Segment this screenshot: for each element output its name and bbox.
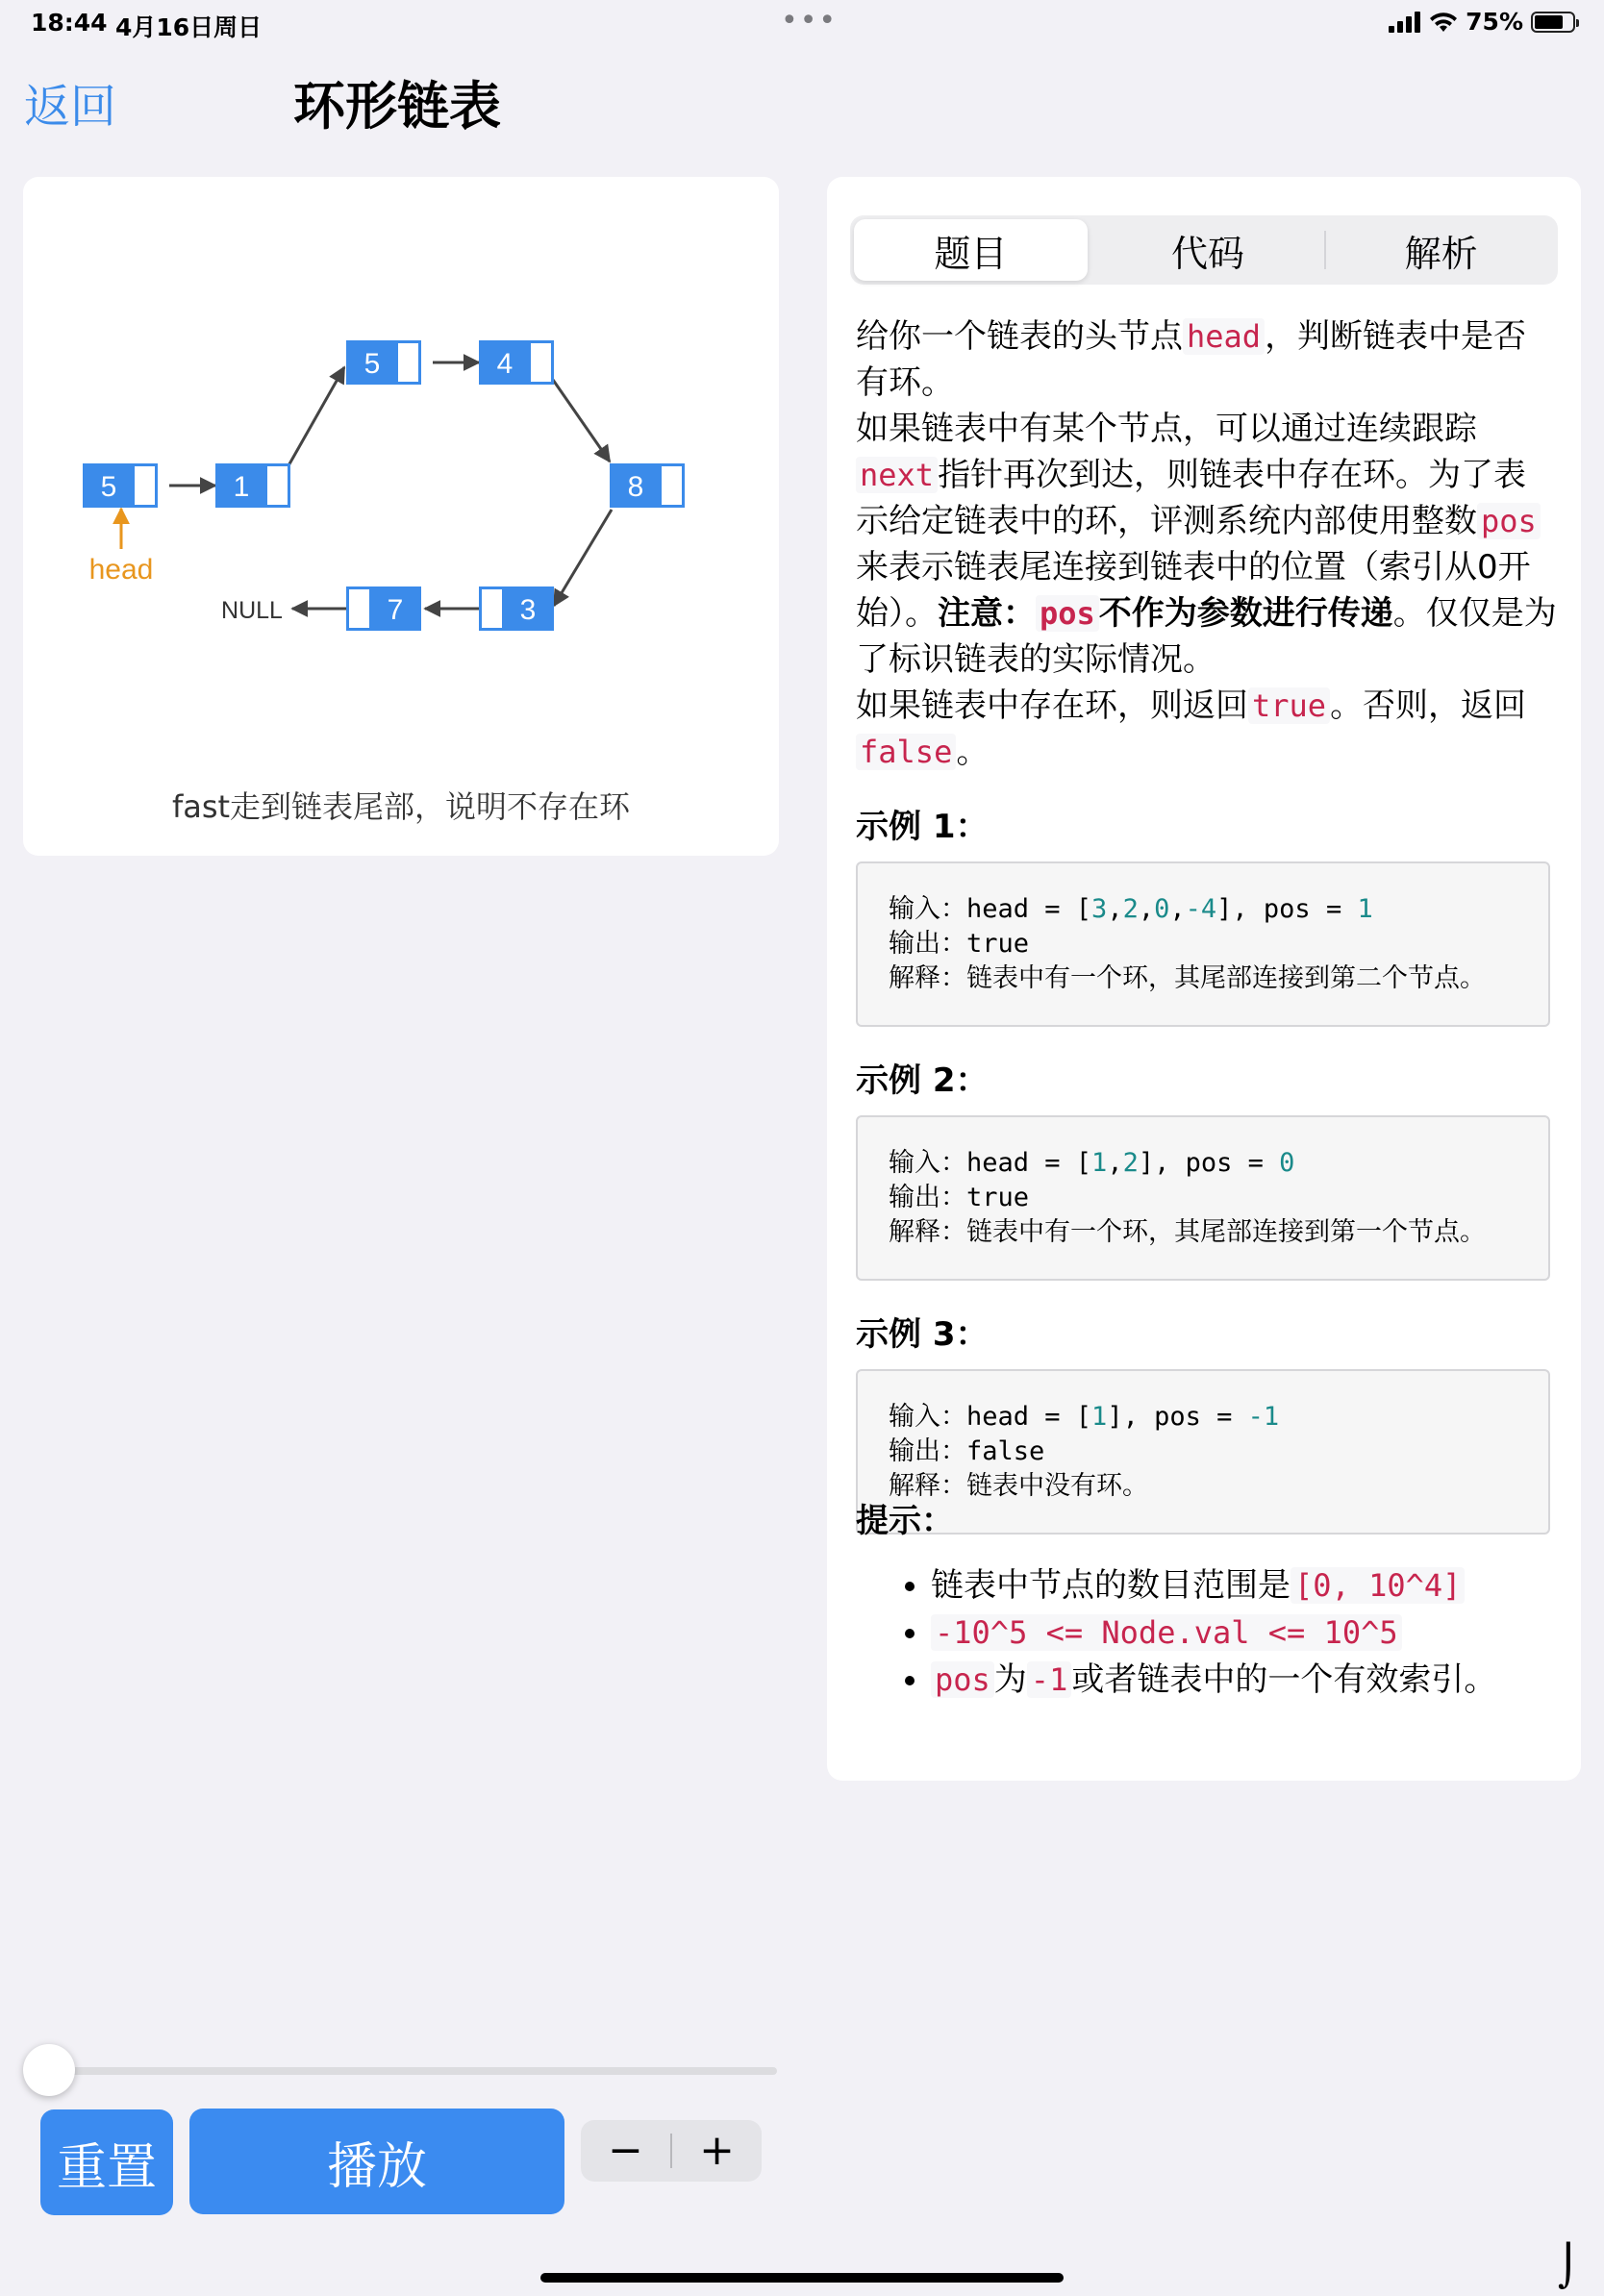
example-input: 输入：head = [3,2,0,-4], pos = 1 [889, 894, 1373, 924]
linked-list-diagram [23, 177, 779, 754]
list-item [931, 1562, 1558, 1610]
note-text: 不作为参数进行传递 [1098, 594, 1393, 633]
number: 2 [1122, 1148, 1139, 1178]
example-explain [889, 961, 1517, 996]
decrement-button[interactable]: − [608, 2126, 643, 2175]
label: 解释： [889, 963, 966, 993]
tab-problem[interactable] [854, 219, 1088, 281]
text: 链表中有一个环，其尾部连接到第二个节点。 [966, 963, 1486, 993]
label: 输入： [889, 1402, 966, 1432]
text: ], pos = [1138, 1148, 1280, 1178]
text: 。 [956, 733, 990, 771]
label: 输出： [889, 1436, 966, 1466]
label: 解释： [889, 1471, 966, 1501]
head-label: head [88, 554, 154, 586]
example-explain [889, 1215, 1517, 1250]
speed-stepper [581, 2120, 762, 2182]
battery-icon [1531, 12, 1575, 33]
text: true [966, 929, 1030, 959]
inline-code: [0, 10^4] [1291, 1567, 1465, 1604]
inline-code: next [856, 457, 938, 493]
page-title: 环形链表 [293, 76, 501, 137]
text: 来表示链表尾连接到链表中的位置（索引从0开始）。 [856, 548, 1531, 633]
number: 0 [1154, 894, 1170, 924]
node-value: 7 [387, 594, 404, 626]
inline-code: pos [931, 1661, 994, 1698]
text: ], pos = [1216, 894, 1358, 924]
example-output [889, 1435, 1517, 1469]
tips-list [856, 1562, 1558, 1704]
text: 链表中有一个环，其尾部连接到第一个节点。 [966, 1217, 1486, 1247]
visualization-card [23, 177, 779, 856]
paragraph [856, 406, 1558, 683]
example-output [889, 927, 1517, 961]
node-value: 4 [496, 348, 514, 380]
inline-code: pos [1036, 595, 1099, 632]
paragraph [856, 313, 1558, 406]
tab-label: 代码 [1171, 232, 1245, 275]
text: 为 [993, 1660, 1027, 1699]
tab-label: 题目 [934, 232, 1008, 275]
text: true [966, 1183, 1030, 1212]
label: 输出： [889, 1183, 966, 1212]
list-node [83, 463, 158, 508]
wifi-icon [1429, 12, 1458, 33]
battery-percent: 75% [1466, 8, 1523, 36]
multitasking-dots-icon[interactable]: ••• [781, 4, 839, 37]
text: 指针再次到达，则链表中存在环。为了表示给定链表中的环，评测系统内部使用整数 [856, 456, 1527, 540]
example-input [889, 1400, 1517, 1435]
arrow-8-to-3 [554, 510, 612, 606]
number: 0 [1279, 1148, 1295, 1178]
text: ], pos = [1107, 1402, 1248, 1432]
inline-code: -10^5 <= Node.val <= 10^5 [931, 1614, 1402, 1651]
diagram-caption: fast走到链表尾部，说明不存在环 [171, 788, 631, 825]
tab-code[interactable] [1091, 215, 1325, 285]
label: 输出： [889, 929, 966, 959]
text: 或者链表中的一个有效索引。 [1071, 1660, 1497, 1699]
example-box [856, 1115, 1550, 1281]
example-input: 输入：head = [1,2], pos = 0 [889, 1148, 1295, 1178]
play-button[interactable]: 播放 [189, 2109, 564, 2214]
text: 。仅仅是为了标识链表的实际情况。 [856, 594, 1557, 679]
list-node [479, 586, 554, 631]
inline-code: true [1248, 687, 1330, 724]
text: 链表中没有环。 [966, 1471, 1148, 1501]
progress-slider-track[interactable] [48, 2067, 777, 2075]
text: 。否则，返回 [1330, 686, 1527, 725]
example-output [889, 1181, 1517, 1215]
reset-button[interactable]: 重置 [40, 2109, 173, 2215]
status-time: 18:44 [31, 9, 108, 37]
increment-button[interactable]: + [699, 2126, 735, 2175]
inline-code: false [856, 734, 956, 770]
progress-slider-thumb[interactable] [23, 2044, 75, 2096]
node-value: 3 [519, 594, 537, 626]
list-node [346, 586, 421, 631]
example-title: 示例 3： [856, 1315, 989, 1354]
tab-analysis[interactable] [1324, 215, 1558, 285]
list-node [346, 340, 421, 385]
tab-label: 解析 [1404, 232, 1478, 275]
home-indicator[interactable] [540, 2273, 1064, 2283]
signal-icon [1389, 12, 1421, 33]
label: 输入： [889, 1148, 966, 1178]
example-box [856, 861, 1550, 1027]
paragraph [856, 683, 1558, 775]
inline-code: -1 [1027, 1661, 1072, 1698]
text: ，判断链表中是否有环。 [856, 317, 1527, 402]
number: 2 [1122, 894, 1139, 924]
problem-card [827, 177, 1581, 1781]
text: head = [ [966, 1148, 1092, 1178]
inline-code: head [1183, 318, 1265, 355]
text: 如果链表中有某个节点，可以通过连续跟踪 [856, 410, 1477, 448]
null-label: NULL [221, 597, 283, 624]
label: 输入： [889, 894, 966, 924]
note-label: 注意： [938, 594, 1036, 633]
text: false [966, 1436, 1045, 1466]
list-item [931, 1657, 1558, 1704]
list-node [479, 340, 554, 385]
text: 给你一个链表的头节点 [856, 317, 1183, 356]
problem-description [856, 313, 1558, 775]
node-value: 8 [627, 471, 644, 503]
scribble-icon[interactable]: ⌡ [1558, 2242, 1579, 2289]
text: 链表中节点的数目范围是 [931, 1566, 1291, 1605]
text: head = [ [966, 1402, 1092, 1432]
tips-section [856, 1494, 1558, 1704]
label: 解释： [889, 1217, 966, 1247]
segmented-control [850, 215, 1558, 285]
status-bar [0, 0, 1604, 44]
text: head = [ [966, 894, 1092, 924]
node-value: 1 [233, 471, 250, 503]
status-indicators [1389, 8, 1575, 36]
arrow-4-to-8 [544, 367, 610, 462]
node-value: 5 [100, 471, 117, 503]
list-node [215, 463, 290, 508]
list-item [931, 1610, 1558, 1657]
example-title: 示例 1： [856, 808, 989, 846]
back-button[interactable]: 返回 [24, 80, 117, 134]
inline-code: pos [1477, 503, 1541, 539]
example-title: 示例 2： [856, 1061, 989, 1100]
number: 3 [1091, 894, 1108, 924]
node-value: 5 [363, 348, 381, 380]
tips-title: 提示： [856, 1502, 954, 1540]
number: 1 [1091, 1402, 1108, 1432]
list-node [610, 463, 685, 508]
number: -1 [1247, 1402, 1280, 1432]
status-date: 4月16日周日 [115, 13, 263, 41]
text: 如果链表中存在环，则返回 [856, 686, 1248, 725]
number: 1 [1091, 1148, 1108, 1178]
number: 1 [1357, 894, 1373, 924]
number: -4 [1185, 894, 1217, 924]
